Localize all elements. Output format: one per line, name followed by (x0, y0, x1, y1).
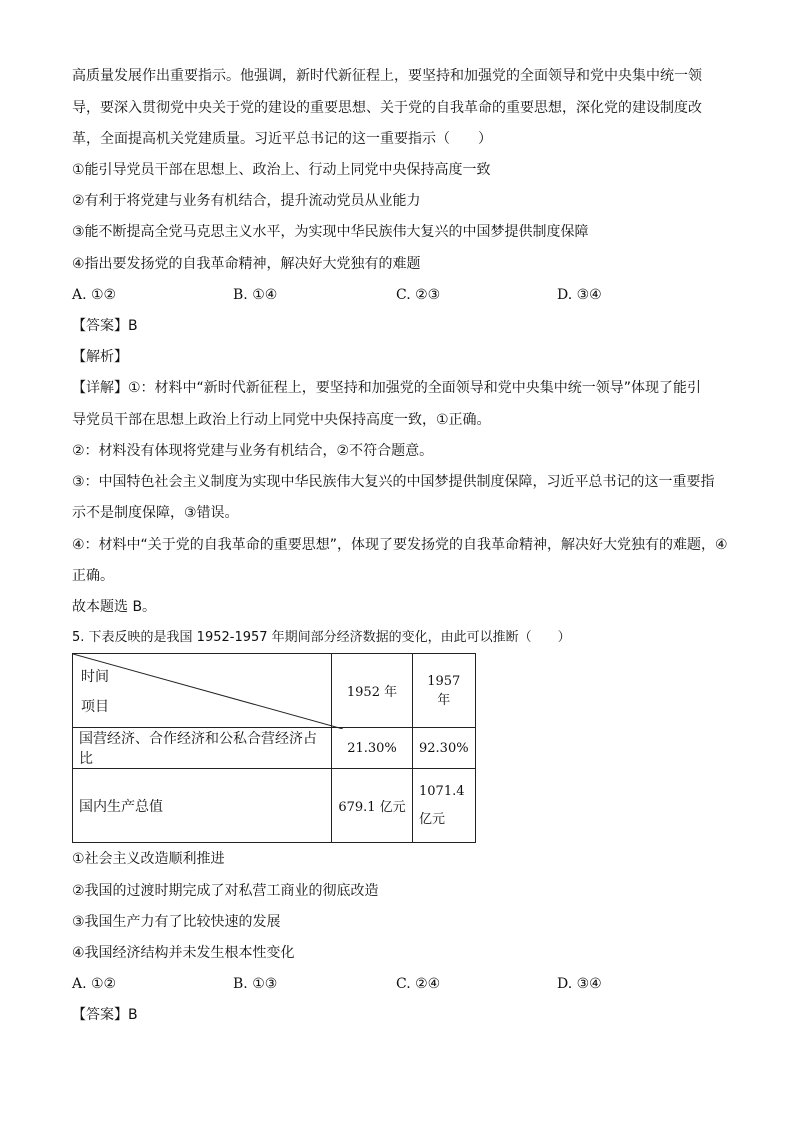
ownership-share-1952: 21.30% (332, 728, 413, 769)
q4-option-a: A. ①② (72, 287, 117, 303)
q5-statement-1: ①社会主义改造顺利推进 (72, 851, 225, 867)
diagonal-line (73, 654, 343, 729)
q4-analysis-line-5: 示不是制度保障，③错误。 (72, 505, 239, 521)
q4-statement-4: ④指出要发扬党的自我革命精神，解决好大党独有的难题 (72, 256, 421, 272)
q4-statement-3: ③能不断提高全党马克思主义水平，为实现中华民族伟大复兴的中国梦提供制度保障 (72, 224, 589, 240)
row-label-gdp: 国内生产总值 (73, 769, 332, 843)
table-row (73, 728, 476, 769)
ownership-share-1957: 92.30% (413, 728, 476, 769)
q4-analysis-line-3: ②：材料没有体现将党建与业务有机结合，②不符合题意。 (72, 443, 434, 459)
q4-analysis-line-2: 导党员干部在思想上政治上行动上同党中央保持高度一致，①正确。 (72, 412, 491, 428)
row-label-ownership-share: 国营经济、合作经济和公私合营经济占比 (73, 728, 332, 769)
gdp-1957-number: 1071.4 (419, 783, 465, 799)
q5-statement-4: ④我国经济结构并未发生根本性变化 (72, 945, 295, 961)
q5-stem: 5. 下表反映的是我国 1952-1957 年期间部分经济数据的变化，由此可以推断（ ） (72, 630, 571, 645)
header-time-label: 时间 (81, 669, 109, 685)
q4-analysis-line-7: 正确。 (72, 568, 114, 584)
q4-option-d: D. ③④ (557, 287, 602, 303)
q4-answer: 【答案】B (72, 318, 138, 334)
q5-statement-3: ③我国生产力有了比较快速的发展 (72, 914, 281, 930)
table-row (73, 769, 476, 843)
q5-answer: 【答案】B (72, 1007, 138, 1023)
economic-data-table (72, 653, 476, 843)
table-header-row (73, 654, 476, 728)
q4-statement-1: ①能引导党员干部在思想上、政治上、行动上同党中央保持高度一致 (72, 162, 491, 178)
header-item-label: 项目 (81, 699, 109, 715)
q4-analysis-line-4: ③：中国特色社会主义制度为实现中华民族伟大复兴的中国梦提供制度保障，习近平总书记的这一重要指 (72, 474, 715, 490)
q4-stem-line-1: 高质量发展作出重要指示。他强调，新时代新征程上，要坚持和加强党的全面领导和党中央集中统一领 (72, 68, 702, 84)
diagonal-header-cell (73, 654, 332, 728)
q4-analysis-label: 【解析】 (72, 349, 128, 365)
q4-option-c: C. ②③ (396, 287, 441, 303)
year-1957-header: 1957 年 (413, 654, 476, 728)
gdp-1952: 679.1 亿元 (332, 769, 413, 843)
q5-option-a: A. ①② (72, 976, 117, 992)
q5-option-b: B. ①③ (233, 976, 278, 992)
q4-analysis-conclusion: 故本题选 B。 (72, 599, 157, 615)
q4-stem-line-3: 革，全面提高机关党建质量。习近平总书记的这一重要指示（ ） (72, 131, 492, 147)
q4-stem-line-2: 导，要深入贯彻党中央关于党的建设的重要思想、关于党的自我革命的重要思想，深化党的建设制度改 (72, 100, 702, 116)
q5-option-d: D. ③④ (557, 976, 602, 992)
gdp-1957-unit: 亿元 (419, 811, 446, 827)
q4-analysis-line-6: ④：材料中“关于党的自我革命的重要思想”，体现了要发扬党的自我革命精神，解决好大党独有的难题，④ (72, 537, 728, 553)
q5-statement-2: ②我国的过渡时期完成了对私营工商业的彻底改造 (72, 883, 379, 899)
q5-option-c: C. ②④ (396, 976, 441, 992)
q4-statement-2: ②有利于将党建与业务有机结合，提升流动党员从业能力 (72, 193, 421, 209)
q4-analysis-line-1: 【详解】①：材料中“新时代新征程上，要坚持和加强党的全面领导和党中央集中统一领导”体现了能引 (72, 380, 702, 396)
year-1952-header: 1952 年 (332, 654, 413, 728)
q4-option-b: B. ①④ (233, 287, 278, 303)
gdp-1957 (413, 769, 476, 843)
